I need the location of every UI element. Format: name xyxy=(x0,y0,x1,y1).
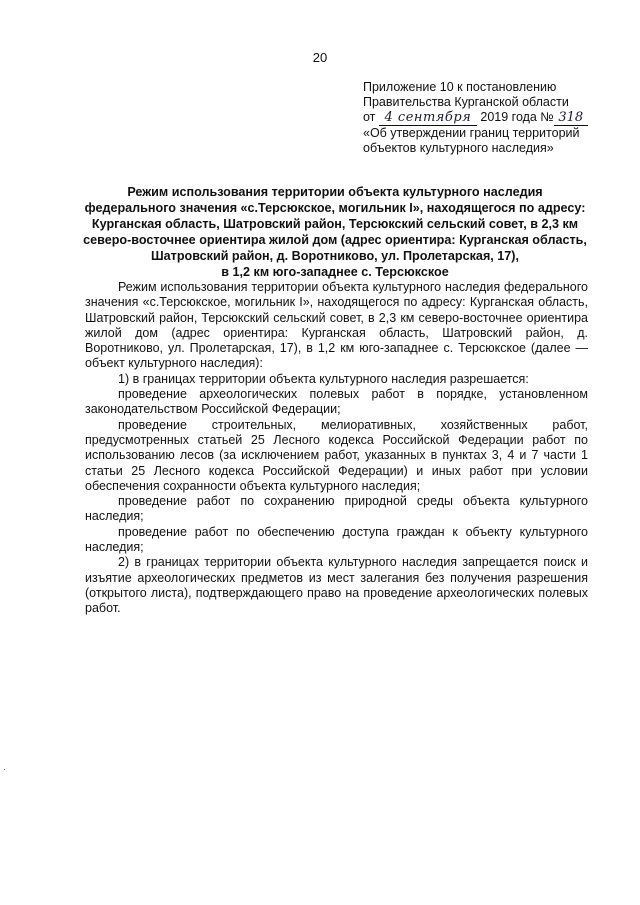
title-line: Режим использования территории объекта культурного наследия xyxy=(127,185,543,199)
body-paragraph: 1) в границах территории объекта культурного наследия разрешается: xyxy=(118,371,529,386)
appendix-date-mid: 2019 года № xyxy=(480,110,554,124)
appendix-line-5: объектов культурного наследия» xyxy=(363,141,554,155)
appendix-line-3 xyxy=(363,110,623,126)
body-paragraph: 2) в границах территории объекта культурного наследия запрещается поиск и изъятие археологических предметов из мест залегания без получения разрешения (открытого листа), подтверждающего право на проведение археологических полевых работ. xyxy=(85,555,588,616)
body-paragraph: проведение строительных, мелиоративных, хозяйственных работ, предусмотренных статьей 25 Лесного кодекса Российской Федерации работ по использованию лесов (за исключением работ, указанных в пунктах 3, 4 и 7 части 1 статьи 25 Лесного кодекса Российской Федерации) и иных работ при условии обеспечения сохранности объекта культурного наследия; xyxy=(85,417,588,493)
scan-mark: · xyxy=(3,764,6,774)
title-line: федерального значения «с.Терсюкское, могильник I», находящегося по адресу: xyxy=(84,201,586,215)
body-paragraph: Режим использования территории объекта культурного наследия федерального значения «с.Терсюкское, могильник I», находящегося по адресу: Курганская область, Шатровский район, Терсюкский сельский совет, в 2,3 км северо-восточнее ориентира жилой дом (адрес ориентира: Курганская область, Шатровский район, д. Воротниково, ул. Пролетарская, 17), в 1,2 км юго-западнее с. Терсюкское (далее — объект культурного наследия): xyxy=(85,280,588,371)
page-number: 20 xyxy=(312,50,328,65)
appendix-date-prefix: от xyxy=(363,110,376,124)
appendix-line-2: Правительства Курганской области xyxy=(363,95,569,109)
body-paragraph: проведение археологических полевых работ в порядке, установленном законодательством Российской Федерации; xyxy=(85,387,588,417)
title-line: Шатровский район, д. Воротниково, ул. Пролетарская, 17), xyxy=(151,249,519,263)
document-title xyxy=(80,184,590,280)
appendix-line-4: «Об утверждении границ территорий xyxy=(363,126,580,140)
title-line: в 1,2 км юго-западнее с. Терсюкское xyxy=(221,265,449,279)
appendix-header xyxy=(363,80,623,156)
handwritten-date: 4 сентября xyxy=(379,110,477,126)
document-body xyxy=(85,280,588,617)
title-line: северо-восточнее ориентира жилой дом (адрес ориентира: Курганская область, xyxy=(83,233,587,247)
handwritten-number: 318 xyxy=(554,110,588,126)
title-line: Курганская область, Шатровский район, Терсюкский сельский совет, в 2,3 км xyxy=(91,217,579,231)
body-paragraph: проведение работ по обеспечению доступа граждан к объекту культурного наследия; xyxy=(85,524,588,555)
body-paragraph: проведение работ по сохранению природной среды объекта культурного наследия; xyxy=(85,494,588,524)
appendix-line-1: Приложение 10 к постановлению xyxy=(363,80,557,94)
